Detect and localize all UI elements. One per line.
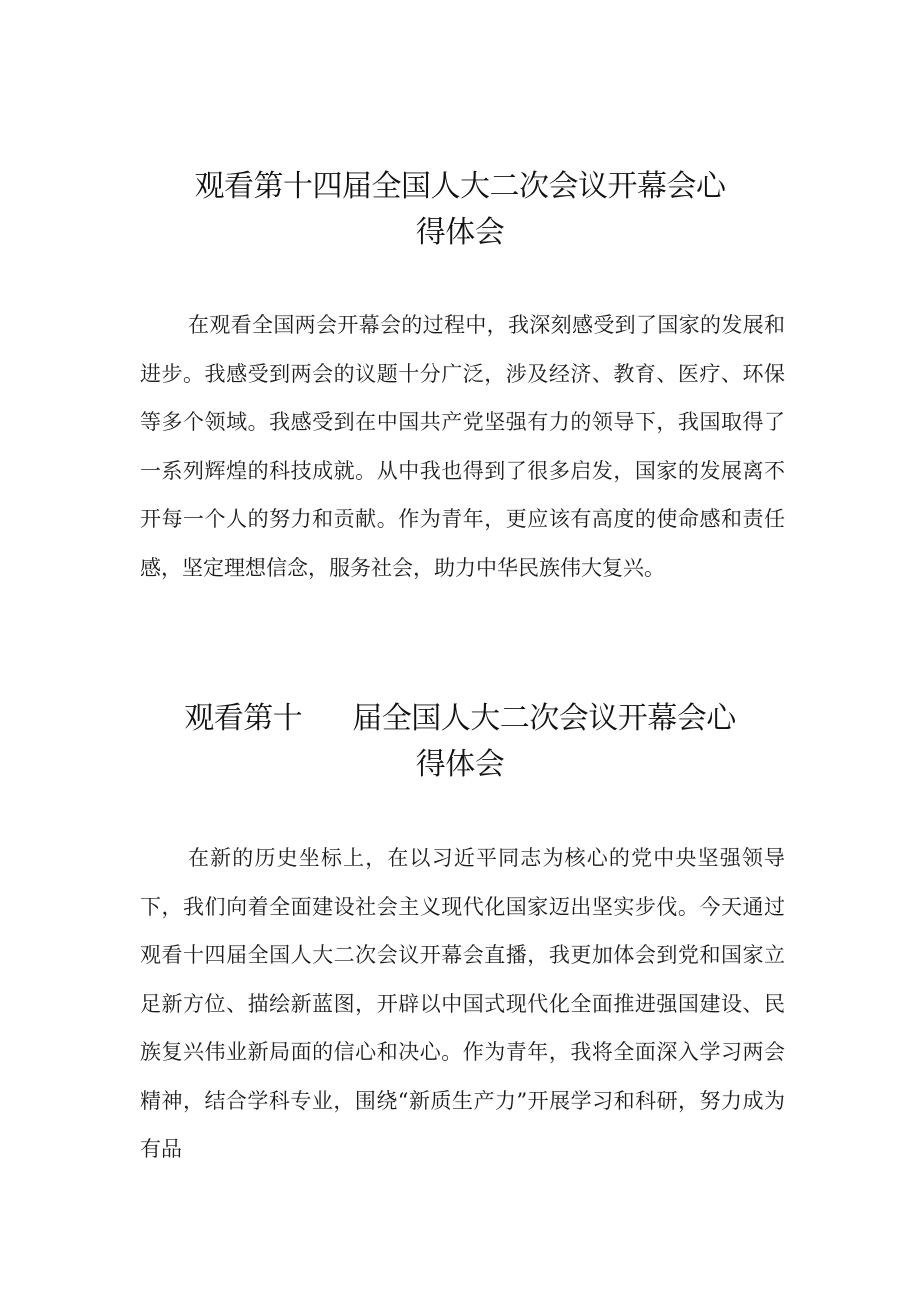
section1-title-line2: 得体会	[415, 215, 505, 250]
section2-title-line2: 得体会	[415, 747, 505, 782]
section2-title	[130, 696, 790, 788]
section2-paragraph: 在新的历史坐标上，在以习近平同志为核心的党中央坚强领导下，我们向着全面建设社会主义现代化国家迈出坚实步伐。今天通过观看十四届全国人大二次会议开幕会直播，我更加体会到党和国家立足新方位、描绘新蓝图，开辟以中国式现代化全面推进强国建设、民族复兴伟业新局面的信心和决心。作为青年，我将全面深入学习两会精神，结合学科专业，围绕“新质生产力”开展学习和科研，努力成为有品	[140, 846, 785, 1161]
section1-title-line1: 观看第十四届全国人大二次会议开幕会心	[194, 169, 726, 204]
section2-title-part2: 届全国人大二次会议开幕会心	[352, 701, 736, 736]
section1-paragraph: 在观看全国两会开幕会的过程中，我深刻感受到了国家的发展和进步。我感受到两会的议题十分广泛，涉及经济、教育、医疗、环保等多个领域。我感受到在中国共产党坚强有力的领导下，我国取得了一系列辉煌的科技成就。从中我也得到了很多启发，国家的发展离不开每一个人的努力和贡献。作为青年，更应该有高度的使命感和责任感，坚定理想信念，服务社会，助力中华民族伟大复兴。	[140, 313, 785, 580]
section2-title-part1: 观看第十	[184, 701, 303, 736]
section1-title	[150, 164, 770, 256]
